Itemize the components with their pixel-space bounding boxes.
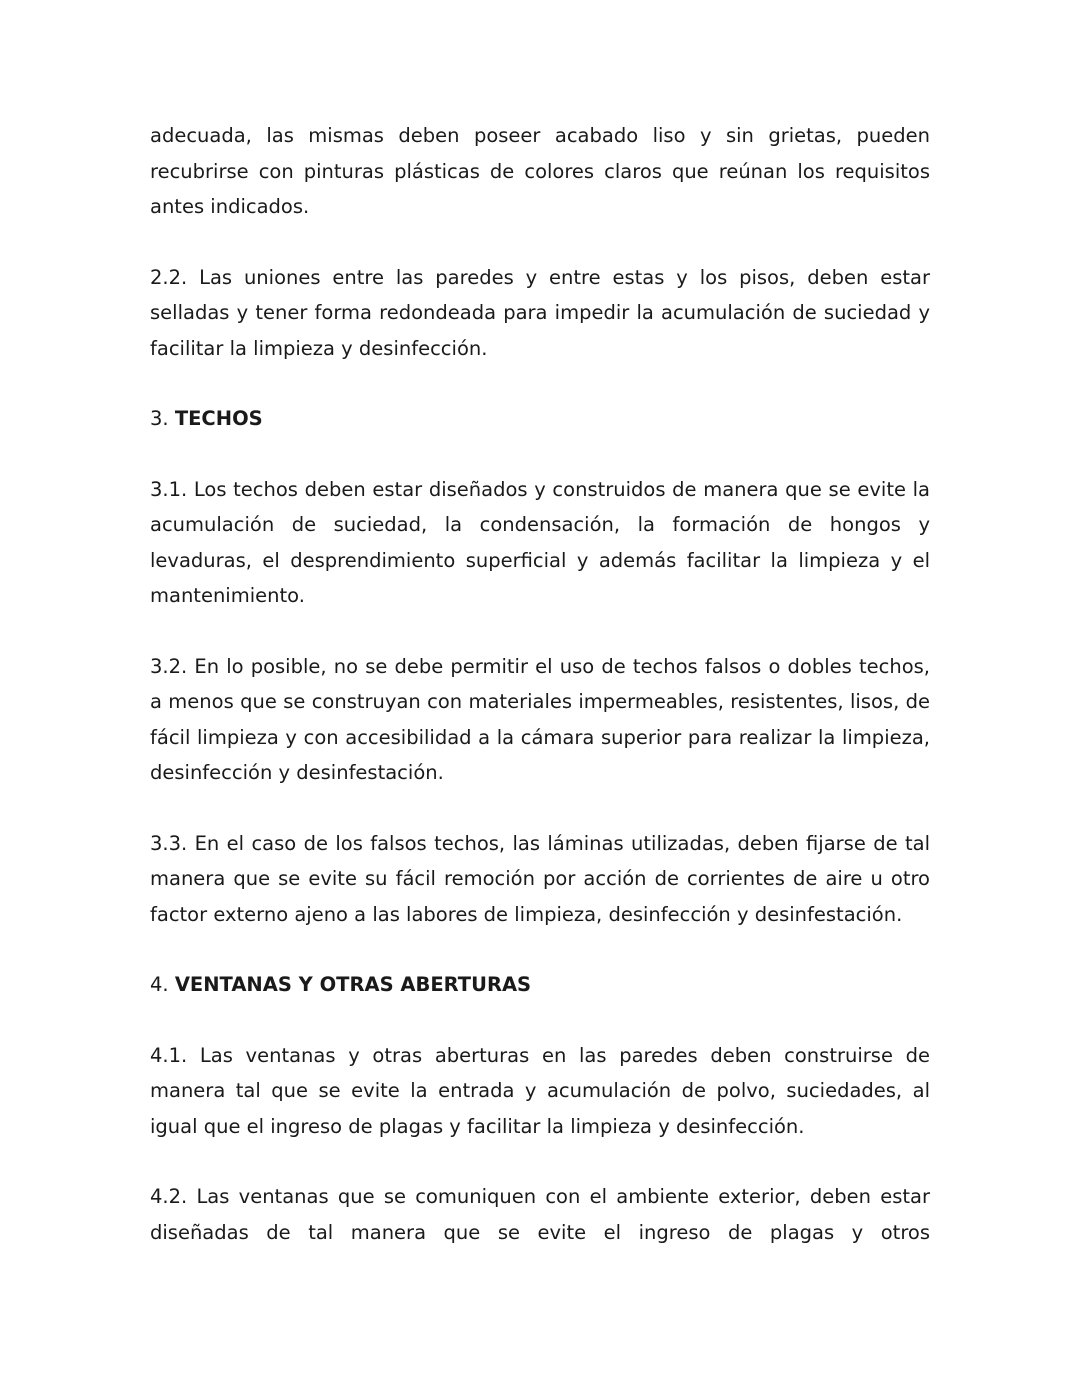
section-heading-techos [150, 401, 930, 437]
paragraph-3-3: 3.3. En el caso de los falsos techos, las láminas utilizadas, deben fijarse de tal manera que se evite su fácil remoción por acción de corrientes de aire u otro factor externo ajeno a las labores de limpieza, desinfección y desinfestación. [150, 831, 930, 926]
paragraph-2-2: 2.2. Las uniones entre las paredes y entre estas y los pisos, deben estar selladas y tener forma redondeada para impedir la acumulación de suciedad y facilitar la limpieza y desinfección. [150, 265, 930, 360]
section-number: 3. [150, 407, 169, 430]
paragraph-3-1: 3.1. Los techos deben estar diseñados y construidos de manera que se evite la acumulación de suciedad, la condensación, la formación de hongos y levaduras, el desprendimiento superficial y además facilitar la limpieza y el mantenimiento. [150, 477, 930, 607]
section-title: VENTANAS Y OTRAS ABERTURAS [174, 973, 532, 996]
section-title: TECHOS [174, 407, 263, 430]
paragraph-paredes-continuation: adecuada, las mismas deben poseer acabado liso y sin grietas, pueden recubrirse con pinturas plásticas de colores claros que reúnan los requisitos antes indicados. [150, 124, 930, 218]
section-heading-ventanas [150, 967, 930, 1003]
paragraph-4-1: 4.1. Las ventanas y otras aberturas en las paredes deben construirse de manera tal que se evite la entrada y acumulación de polvo, suciedades, al igual que el ingreso de plagas y facilitar la limpieza y desinfección. [150, 1043, 930, 1138]
section-number: 4. [150, 973, 169, 996]
paragraph-4-2: 4.2. Las ventanas que se comuniquen con el ambiente exterior, deben estar diseñadas de tal manera que se evite el ingreso de plagas y otros [150, 1185, 930, 1244]
paragraph-3-2: 3.2. En lo posible, no se debe permitir el uso de techos falsos o dobles techos, a menos que se construyan con materiales impermeables, resistentes, lisos, de fácil limpieza y con accesibilidad a la cámara superior para realizar la limpieza, desinfección y desinfestación. [150, 654, 930, 784]
document-page [150, 118, 930, 1285]
